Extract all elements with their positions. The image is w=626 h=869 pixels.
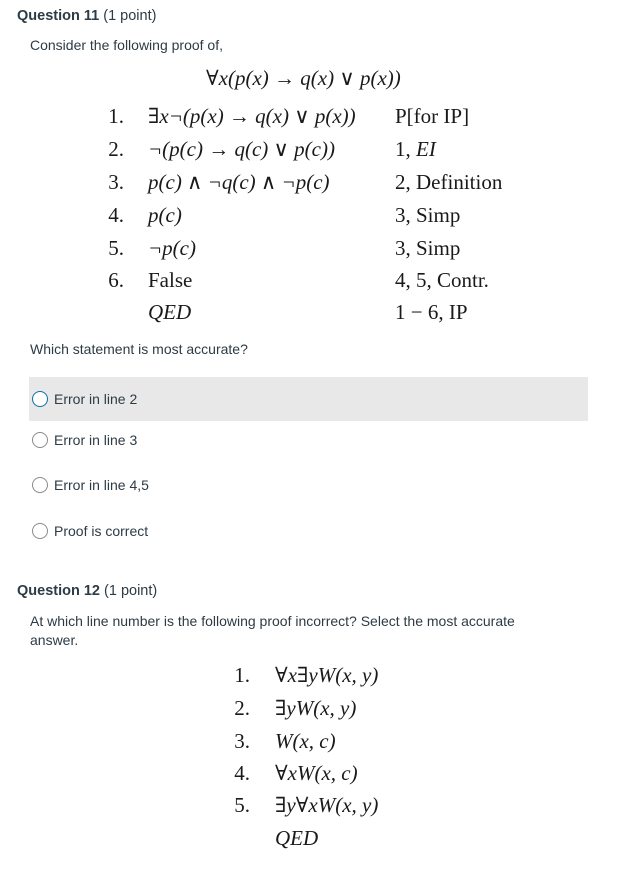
- line-statement: ∃x¬(p(x) → q(x) ∨ p(x)): [148, 104, 356, 128]
- line-number: 2.: [234, 696, 250, 720]
- line-justification: 3, Simp: [395, 236, 461, 260]
- line-justification: 3, Simp: [395, 203, 461, 227]
- proof-theorem: ∀x(p(x) → q(x) ∨ p(x)): [206, 66, 401, 90]
- line-statement: p(c): [148, 203, 182, 227]
- line-justification: 2, Definition: [395, 170, 503, 194]
- line-number: 4.: [108, 203, 124, 227]
- option-error-line-2[interactable]: [29, 377, 588, 421]
- question-12-prompt: [30, 612, 515, 650]
- line-number: 5.: [234, 793, 250, 817]
- qed-label: QED: [148, 300, 192, 324]
- line-statement: False: [148, 268, 193, 292]
- question-12-points: (1 point): [104, 583, 158, 599]
- line-justification: [395, 137, 436, 162]
- option-error-line-3[interactable]: [29, 418, 588, 462]
- line-number: 4.: [234, 761, 250, 785]
- option-label: Proof is correct: [54, 523, 149, 539]
- radio-circle-icon[interactable]: [32, 477, 48, 493]
- line-statement: ∃yW(x, y): [275, 696, 357, 720]
- line-statement: ∀x∃yW(x, y): [275, 663, 379, 687]
- line-justification: P[for IP]: [395, 104, 470, 128]
- line-statement: ∀xW(x, c): [275, 761, 358, 785]
- radio-circle-icon[interactable]: [32, 523, 48, 539]
- option-error-line-4-5[interactable]: [29, 463, 588, 507]
- qed-label: QED: [275, 826, 319, 850]
- justification-ref: 1,: [395, 137, 416, 161]
- question-11-prompt: Consider the following proof of,: [30, 37, 223, 53]
- line-number: 5.: [108, 236, 124, 260]
- question-11-header: [17, 8, 156, 24]
- line-statement: p(c) ∧ ¬q(c) ∧ ¬p(c): [148, 170, 330, 194]
- line-justification: 1 − 6, IP: [395, 300, 468, 324]
- question-12-prompt-line-2: answer.: [30, 632, 79, 648]
- line-number: 3.: [234, 729, 250, 753]
- line-number: 1.: [234, 663, 250, 687]
- option-label: Error in line 3: [54, 432, 138, 448]
- line-statement: W(x, c): [275, 729, 336, 753]
- line-number: 1.: [108, 104, 124, 128]
- question-12-header: [17, 583, 157, 599]
- line-number: 3.: [108, 170, 124, 194]
- question-11-points: (1 point): [103, 8, 157, 24]
- line-statement: ¬p(c): [148, 236, 196, 260]
- radio-circle-icon[interactable]: [32, 391, 48, 407]
- line-number: 6.: [108, 268, 124, 292]
- option-label: Error in line 4,5: [54, 477, 149, 493]
- line-statement: ¬(p(c) → q(c) ∨ p(c)): [148, 137, 335, 161]
- radio-circle-icon[interactable]: [32, 432, 48, 448]
- option-label: Error in line 2: [54, 391, 138, 407]
- option-proof-correct[interactable]: [29, 509, 588, 553]
- question-12-prompt-line-1: At which line number is the following proof incorrect? Select the most accurate: [30, 613, 515, 629]
- question-12-title: Question 12: [17, 583, 100, 599]
- line-number: 2.: [108, 137, 124, 161]
- justification-rule: EI: [416, 137, 436, 161]
- line-justification: 4, 5, Contr.: [395, 268, 489, 292]
- question-11-question: Which statement is most accurate?: [30, 341, 248, 357]
- line-statement: ∃y∀xW(x, y): [275, 793, 379, 817]
- question-11-title: Question 11: [17, 8, 100, 24]
